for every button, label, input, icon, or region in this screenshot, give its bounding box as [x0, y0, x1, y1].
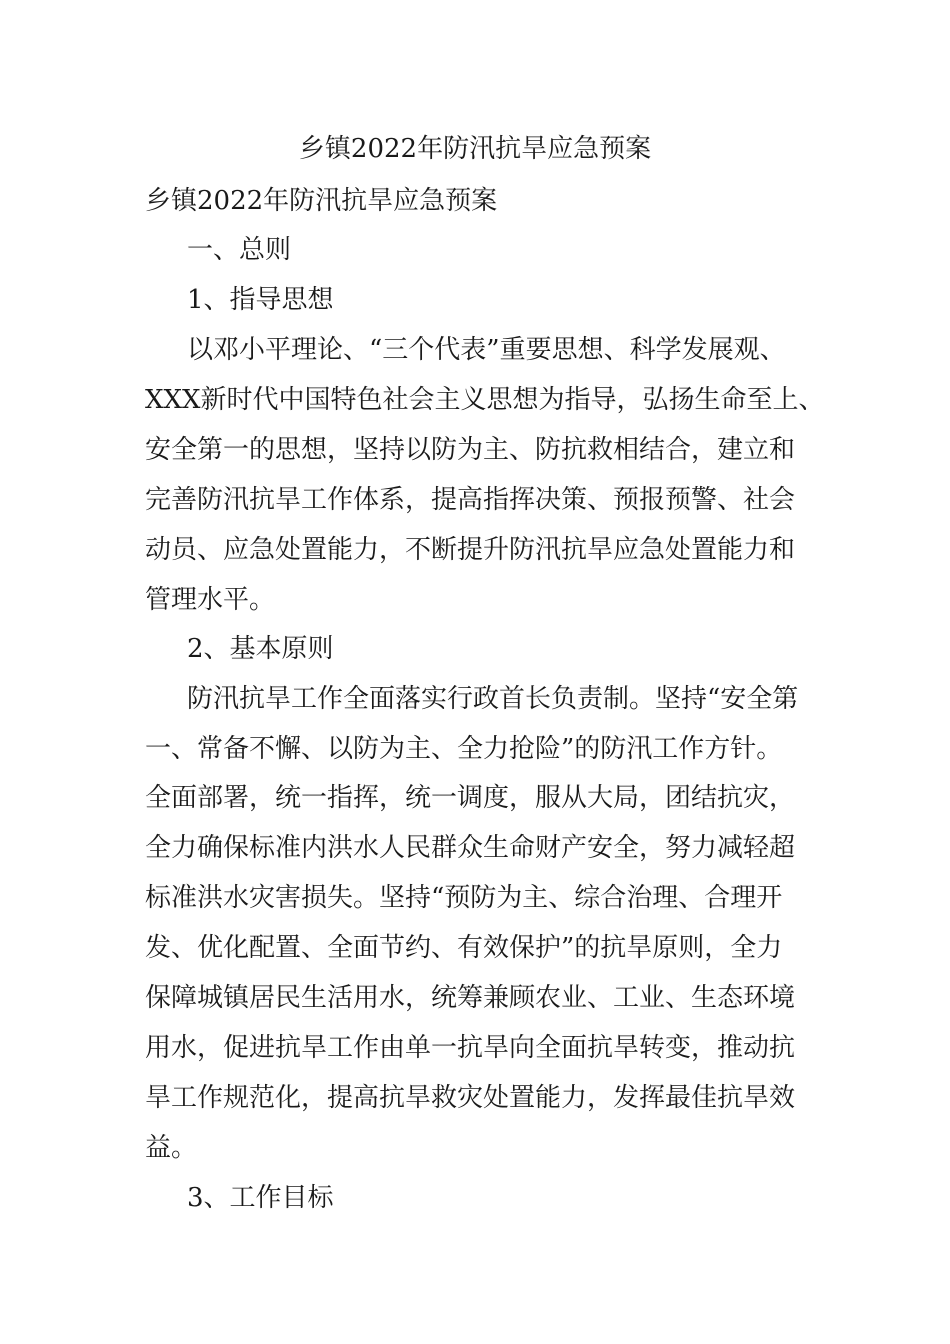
paragraph-line: 安全第一的思想，坚持以防为主、防抗救相结合，建立和: [145, 435, 796, 465]
paragraph-line: 完善防汛抗旱工作体系，提高指挥决策、预报预警、社会: [145, 485, 796, 515]
subheading-basic-principles: 2、基本原则: [187, 634, 334, 664]
document-title: 乡镇2022年防汛抗旱应急预案: [298, 134, 652, 164]
paragraph-line: 全力确保标准内洪水人民群众生命财产安全，努力减轻超: [145, 833, 796, 863]
paragraph-line: 用水，促进抗旱工作由单一抗旱向全面抗旱转变，推动抗: [145, 1033, 796, 1063]
subheading-guiding-ideology: 1、指导思想: [187, 285, 334, 315]
paragraph-line: 旱工作规范化，提高抗旱救灾处置能力，发挥最佳抗旱效: [145, 1083, 796, 1113]
document-subtitle: 乡镇2022年防汛抗旱应急预案: [145, 186, 498, 216]
paragraph-line: XXX新时代中国特色社会主义思想为指导，弘扬生命至上、: [145, 385, 825, 415]
paragraph-line: 一、常备不懈、以防为主、全力抢险”的防汛工作方针。: [145, 734, 783, 764]
paragraph-line: 标准洪水灾害损失。坚持“预防为主、综合治理、合理开: [145, 883, 783, 913]
paragraph-line: 益。: [145, 1133, 198, 1163]
paragraph-line: 保障城镇居民生活用水，统筹兼顾农业、工业、生态环境: [145, 983, 796, 1013]
paragraph-line: 发、优化配置、全面节约、有效保护”的抗旱原则，全力: [145, 933, 783, 963]
paragraph-line: 管理水平。: [145, 585, 276, 615]
paragraph-line: 全面部署，统一指挥，统一调度，服从大局，团结抗灾，: [145, 783, 796, 813]
subheading-work-goals: 3、工作目标: [187, 1183, 334, 1213]
section-heading-general: 一、总则: [187, 235, 292, 265]
paragraph-line: 以邓小平理论、“三个代表”重要思想、科学发展观、: [187, 335, 786, 365]
paragraph-line: 防汛抗旱工作全面落实行政首长负责制。坚持“安全第: [187, 684, 799, 714]
paragraph-line: 动员、应急处置能力，不断提升防汛抗旱应急处置能力和: [145, 535, 796, 565]
